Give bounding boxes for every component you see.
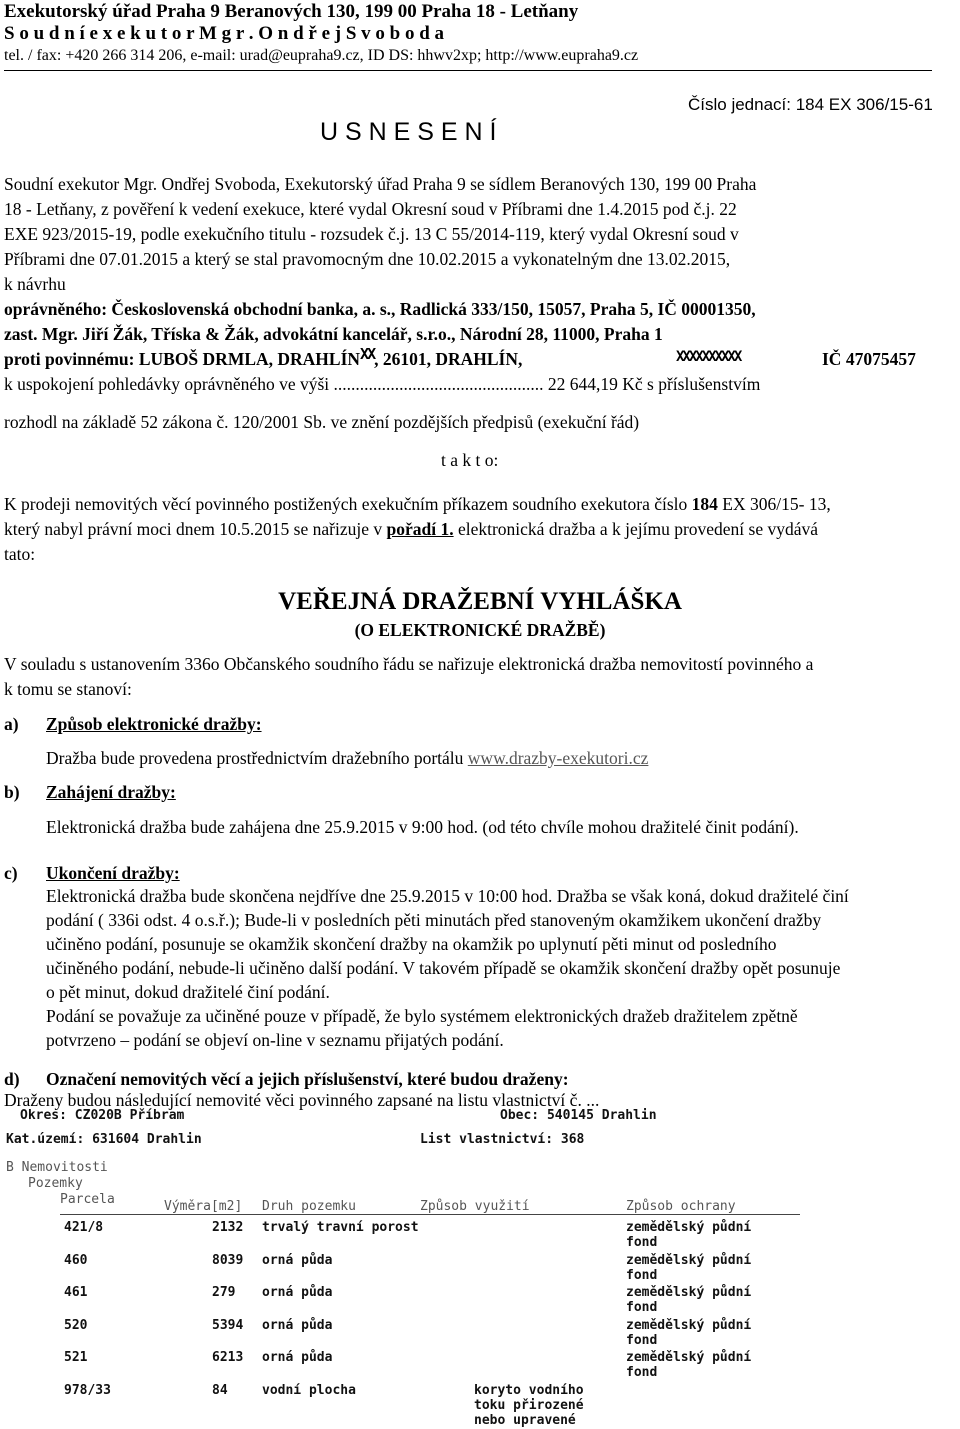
order-number: 184	[691, 494, 718, 514]
section-a-heading: Způsob elektronické dražby:	[46, 714, 262, 734]
cell-vymera: 279	[212, 1285, 236, 1300]
cadastre-pozemky: Pozemky	[28, 1176, 83, 1191]
creditor-counsel: zast. Mgr. Jiří Žák, Tříska & Žák, advokátní kancelář, s.r.o., Národní 28, 11000, Praha 1	[4, 324, 663, 344]
cell-ochrana: fond	[626, 1333, 658, 1348]
debtor-line	[4, 347, 522, 373]
intro-line-1: Soudní exekutor Mgr. Ondřej Svoboda, Exekutorský úřad Praha 9 se sídlem Beranových 130, 199 00 Praha	[4, 174, 757, 194]
section-c-line-7: potvrzeno – podání se objeví on-line v seznamu přijatých podání.	[46, 1030, 504, 1050]
order-rank: pořadí 1.	[386, 519, 454, 539]
cell-ochrana: fond	[626, 1300, 658, 1315]
order-text-4: elektronická dražba a k jejímu provedení se vydává	[453, 519, 819, 539]
order-line-2	[4, 517, 818, 542]
section-b-text: Elektronická dražba bude zahájena dne 25.9.2015 v 9:00 hod. (od této chvíle mohou dražitelé činit podání).	[46, 817, 799, 837]
section-a-label: a)	[4, 714, 19, 734]
cell-druh: vodní plocha	[262, 1383, 356, 1398]
section-c-line-6: Podání se považuje za učiněné pouze v případě, že bylo systémem elektronických dražeb dražitelem zpětně	[46, 1006, 798, 1026]
cadastre-lv: List vlastnictví: 368	[420, 1132, 585, 1147]
col-vyuziti: Způsob využití	[420, 1199, 530, 1214]
notice-line-1: V souladu s ustanovením 336o Občanského soudního řádu se nařizuje elektronická dražba nemovitostí povinného a	[4, 654, 814, 674]
cell-druh: orná půda	[262, 1318, 333, 1333]
cell-vymera: 2132	[212, 1220, 244, 1235]
cadastre-rule	[60, 1214, 800, 1215]
cell-ochrana: fond	[626, 1268, 658, 1283]
cell-ochrana: zemědělský půdní	[626, 1318, 752, 1333]
claim-line: k uspokojení pohledávky oprávněného ve výši ................................................ 22 644,19 Kč s příslušenstvím	[4, 374, 761, 394]
debtor-town: , 26101, DRAHLÍN,	[374, 349, 523, 369]
executor-name: S o u d n í e x e k u t o r M g r . O n d ř e j S v o b o d a	[4, 23, 445, 44]
cell-vymera: 8039	[212, 1253, 244, 1268]
section-c-label: c)	[4, 863, 18, 883]
creditor-line: oprávněného: Československá obchodní banka, a. s., Radlická 333/150, 15057, Praha 5, IČ 00001350,	[4, 299, 756, 319]
order-line-3: tato:	[4, 544, 36, 564]
cell-parcela: 421/8	[64, 1220, 104, 1235]
cell-ochrana: nebo upravené	[474, 1413, 576, 1428]
section-c-heading: Ukončení dražby:	[46, 863, 180, 883]
cell-druh: orná půda	[262, 1350, 333, 1365]
takto: t a k t o:	[441, 450, 499, 470]
section-c-line-4: učiněného podání, nebude-li učiněno další podání. V takovém případě se okamžik skončení dražby opět posunuje	[46, 958, 841, 978]
contact-line: tel. / fax: +420 266 314 206, e-mail: urad@eupraha9.cz, ID DS: hhwv2xp; http://www.eupraha9.cz	[4, 47, 639, 64]
office-name: Exekutorský úřad Praha 9 Beranových 130, 199 00 Praha 18 - Letňany	[4, 1, 579, 22]
auction-portal-link[interactable]: www.drazby-exekutori.cz	[467, 748, 649, 768]
cell-ochrana: fond	[626, 1365, 658, 1380]
document-title: U S N E S E N Í	[320, 118, 497, 146]
debtor-name: proti povinnému: LUBOŠ DRMLA, DRAHLÍN	[4, 349, 361, 369]
redaction-block: XXXXXXXXXX	[676, 349, 741, 365]
cell-druh: orná půda	[262, 1285, 333, 1300]
section-d-heading: Označení nemovitých věcí a jejich příslušenství, které budou draženy:	[46, 1069, 569, 1089]
col-ochrana: Způsob ochrany	[626, 1199, 736, 1214]
cadastre-obec: Obec: 540145 Drahlin	[500, 1108, 657, 1123]
intro-line-2: 18 - Letňany, z pověření k vedení exekuce, které vydal Okresní soud v Příbrami dne 1.4.2015 pod č.j. 22	[4, 199, 737, 219]
cell-vymera: 84	[212, 1383, 228, 1398]
cadastre-section: B Nemovitosti	[6, 1160, 108, 1175]
cell-parcela: 460	[64, 1253, 88, 1268]
col-druh: Druh pozemku	[262, 1199, 356, 1214]
cell-ochrana: zemědělský půdní	[626, 1220, 752, 1235]
cell-ochrana: toku přirozené	[474, 1398, 584, 1413]
notice-title: VEŘEJNÁ DRAŽEBNÍ VYHLÁŠKA	[278, 588, 682, 615]
cadastre-kat: Kat.území: 631604 Drahlin	[6, 1132, 202, 1147]
notice-line-2: k tomu se stanoví:	[4, 679, 132, 699]
section-c-line-5: o pět minut, dokud dražitelé činí podání.	[46, 982, 330, 1002]
case-number: Číslo jednací: 184 EX 306/15-61	[688, 95, 933, 114]
cell-parcela: 521	[64, 1350, 88, 1365]
order-text-1: K prodeji nemovitých věcí povinného postižených exekučním příkazem soudního exekutora číslo	[4, 494, 692, 514]
order-text-2: EX 306/15- 13,	[717, 494, 831, 514]
cell-ochrana: koryto vodního	[474, 1383, 584, 1398]
cell-parcela: 520	[64, 1318, 88, 1333]
section-c-line-3: učiněno podání, posunuje se okamžik skončení dražby na okamžik po uplynutí pěti minut od posledního	[46, 934, 777, 954]
intro-line-5: k návrhu	[4, 274, 66, 294]
notice-subtitle: (O ELEKTRONICKÉ DRAŽBĚ)	[354, 620, 606, 640]
debtor-id: IČ 47075457	[822, 349, 916, 369]
cell-ochrana: zemědělský půdní	[626, 1285, 752, 1300]
cell-druh: trvalý travní porost	[262, 1220, 419, 1235]
order-line-1	[4, 492, 831, 517]
section-c-line-1: Elektronická dražba bude skončena nejdříve dne 25.9.2015 v 10:00 hod. Dražba se však koná, dokud dražitelé činí	[46, 886, 849, 906]
cell-ochrana: zemědělský půdní	[626, 1350, 752, 1365]
cadastre-okres: Okres: CZ020B Příbram	[20, 1108, 185, 1123]
col-parcela: Parcela	[60, 1192, 115, 1207]
section-d-text: Draženy budou následující nemovité věci povinného zapsané na listu vlastnictví č. ...	[4, 1090, 600, 1110]
cell-vymera: 6213	[212, 1350, 244, 1365]
cell-parcela: 461	[64, 1285, 88, 1300]
cell-vymera: 5394	[212, 1318, 244, 1333]
intro-line-3: EXE 923/2015-19, podle exekučního titulu - rozsudek č.j. 13 C 55/2014-119, který vydal Okresní soud v	[4, 224, 739, 244]
col-vymera: Výměra[m2]	[164, 1199, 243, 1214]
header-rule	[4, 70, 932, 71]
intro-line-4: Příbrami dne 07.01.2015 a který se stal pravomocným dne 10.02.2015 a vykonatelným dne 13.02.2015,	[4, 249, 731, 269]
cell-ochrana: zemědělský půdní	[626, 1253, 752, 1268]
section-d-label: d)	[4, 1069, 20, 1089]
cell-ochrana: fond	[626, 1235, 658, 1250]
cell-parcela: 978/33	[64, 1383, 111, 1398]
redaction-mark: XX	[360, 345, 375, 363]
section-a-body: Dražba bude provedena prostřednictvím dražebního portálu	[46, 748, 468, 768]
decision-basis: rozhodl na základě 52 zákona č. 120/2001 Sb. ve znění pozdějších předpisů (exekuční řád)	[4, 412, 640, 432]
section-b-heading: Zahájení dražby:	[46, 782, 176, 802]
order-text-3: který nabyl právní moci dnem 10.5.2015 se nařizuje v	[4, 519, 387, 539]
section-b-label: b)	[4, 782, 20, 802]
section-a-text	[46, 746, 648, 771]
section-c-line-2: podání ( 336i odst. 4 o.s.ř.); Bude-li v posledních pěti minutách před stanoveným okamžikem ukončení dražby	[46, 910, 822, 930]
cell-druh: orná půda	[262, 1253, 333, 1268]
